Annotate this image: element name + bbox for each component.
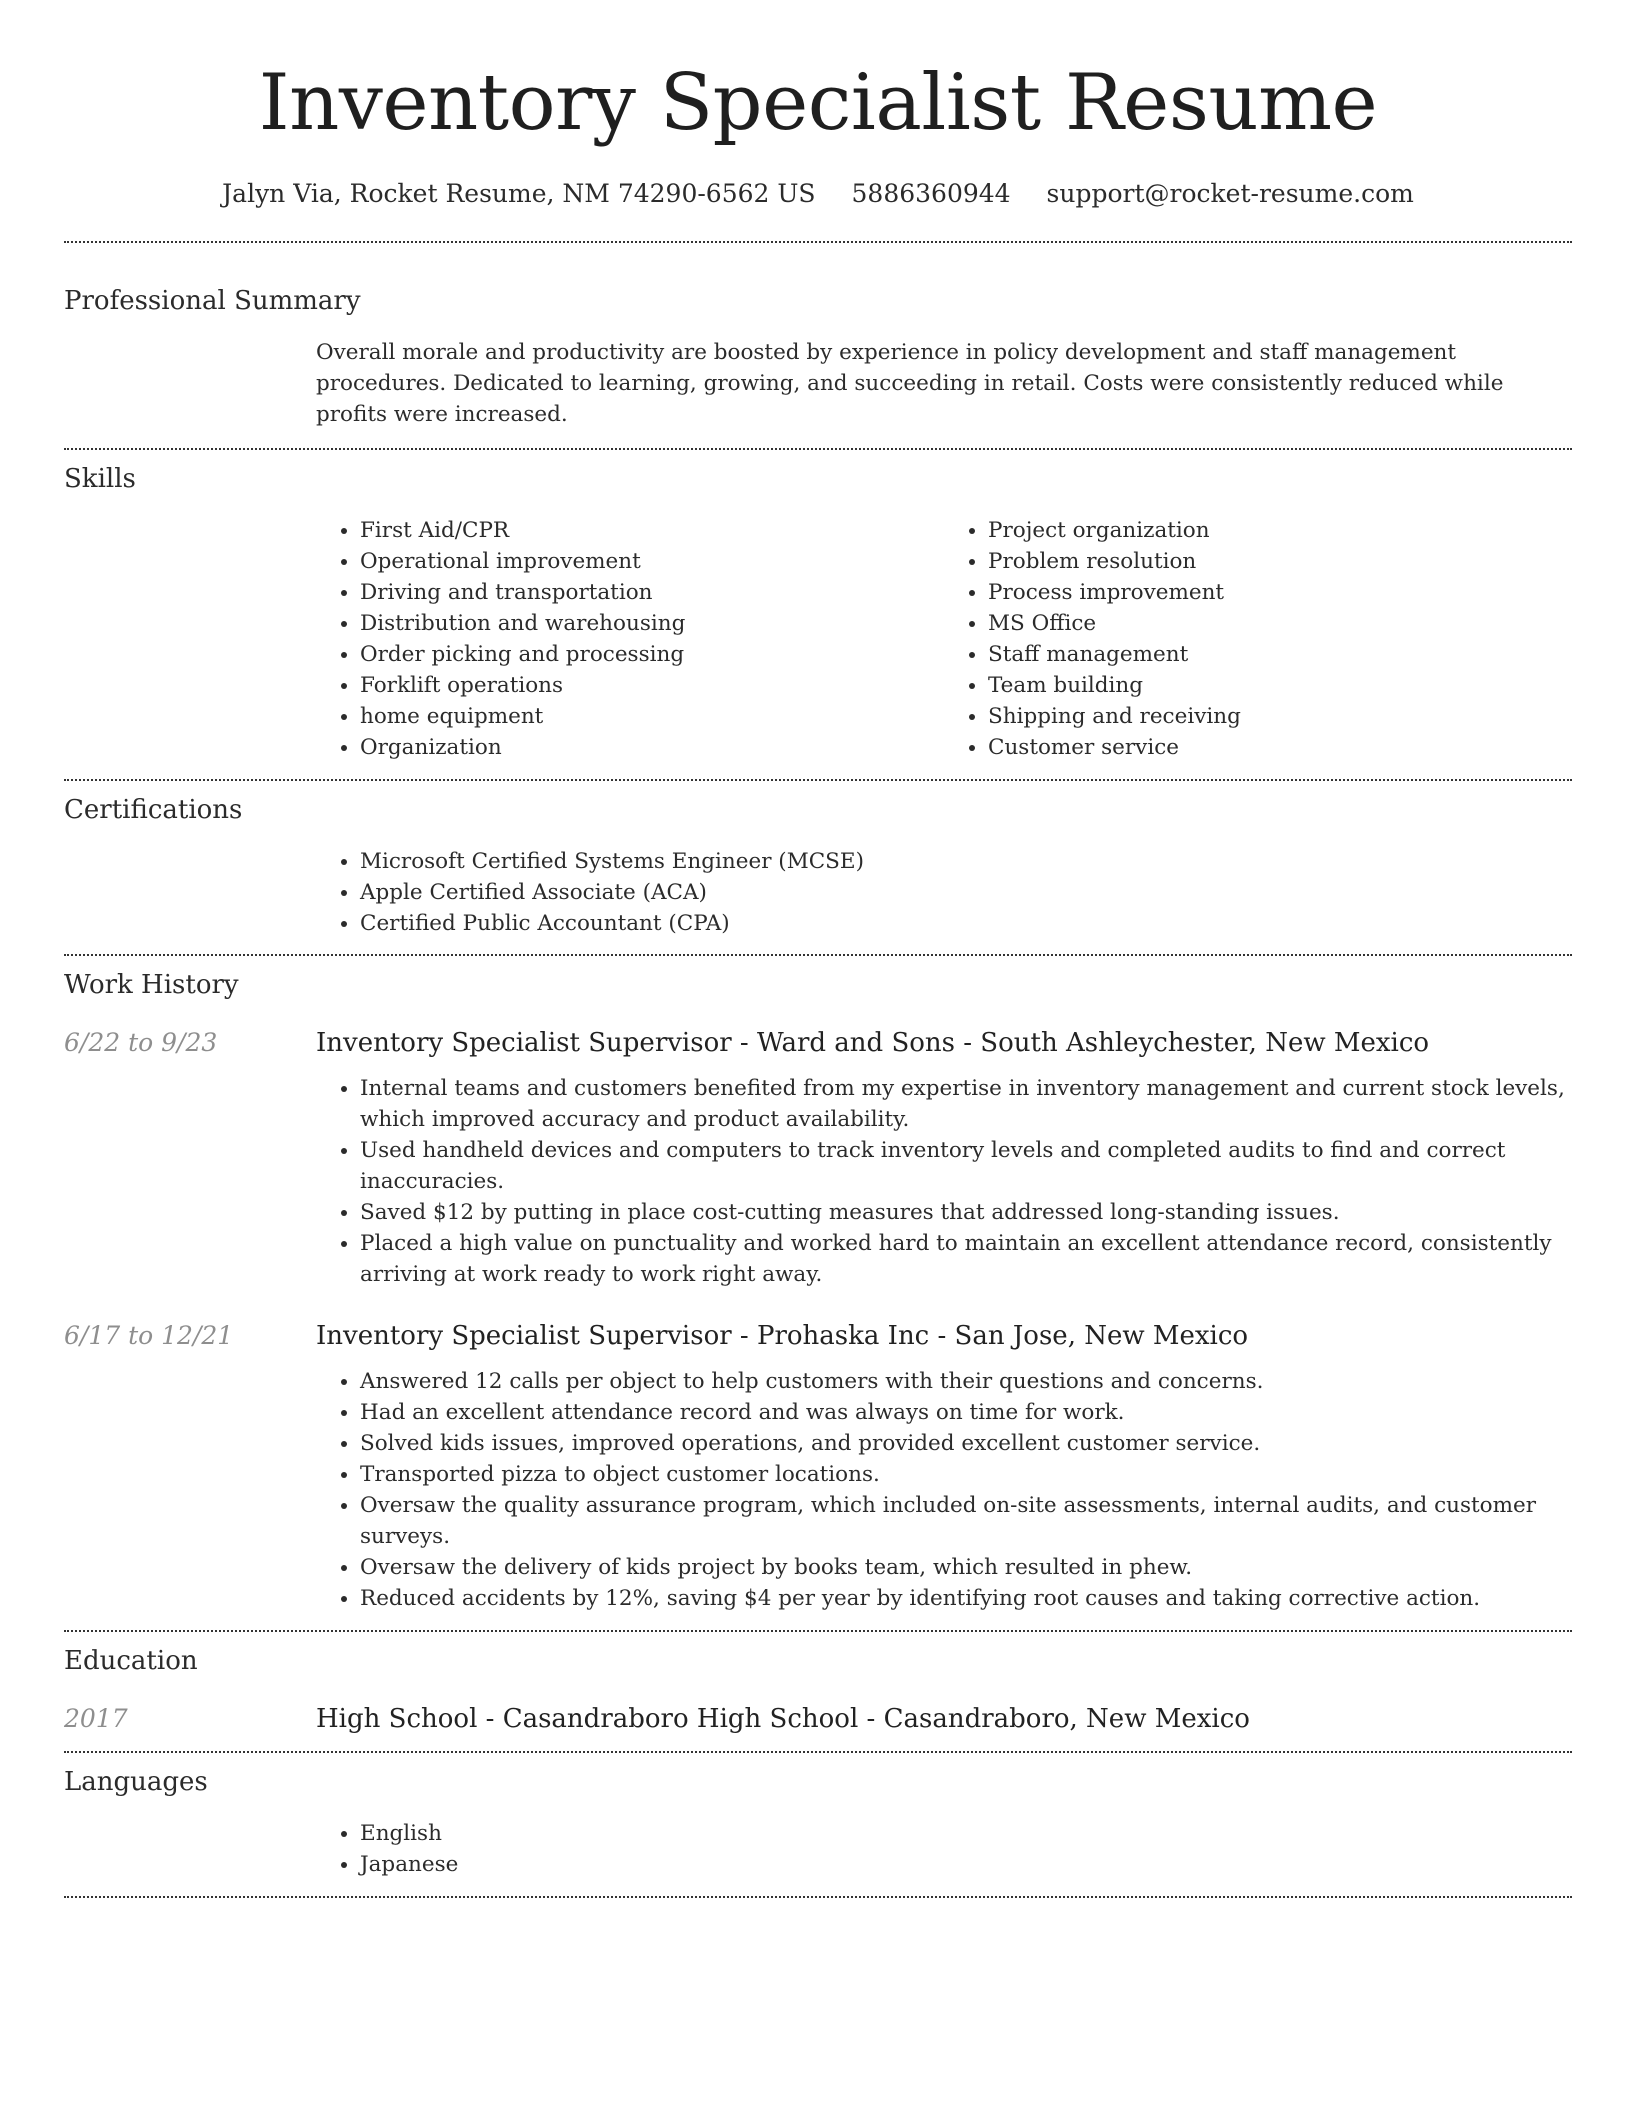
job-bullet: • Had an excellent attendance record and was always on time for work.	[360, 1397, 1572, 1428]
divider	[64, 1896, 1572, 1898]
job-dates: 6/17 to 12/21	[64, 1321, 234, 1350]
skills-list-right	[944, 515, 1572, 763]
skill-item: • Process improvement	[988, 577, 1572, 608]
skill-item: • Order picking and processing	[360, 639, 944, 670]
skill-item: • Problem resolution	[988, 546, 1572, 577]
contact-email: support@rocket-resume.com	[1046, 179, 1414, 208]
skill-item: • Driving and transportation	[360, 577, 944, 608]
certifications-section	[64, 781, 1572, 954]
contact-phone: 5886360944	[851, 179, 1011, 208]
skills-section	[64, 450, 1572, 779]
language-item: • English	[360, 1818, 1572, 1849]
skill-item: • Distribution and warehousing	[360, 608, 944, 639]
language-item: • Japanese	[360, 1849, 1572, 1880]
resume-page	[64, 0, 1572, 1898]
job-bullets	[316, 1366, 1572, 1614]
certifications-list	[316, 846, 1572, 939]
job-bullet: • Used handheld devices and computers to track inventory levels and completed audits to find and correct inaccuracies.	[360, 1135, 1572, 1197]
job-bullet: • Oversaw the quality assurance program, which included on-site assessments, internal audits, and customer surveys.	[360, 1490, 1572, 1552]
job-title: Inventory Specialist Supervisor - Ward and Sons - South Ashleychester, New Mexico	[316, 1028, 1430, 1058]
skill-item: • Project organization	[988, 515, 1572, 546]
page-title: Inventory Specialist Resume	[258, 58, 1378, 148]
education-date: 2017	[64, 1704, 128, 1733]
languages-heading: Languages	[64, 1767, 208, 1797]
job-entry	[64, 1025, 1572, 1290]
job-details	[316, 1073, 1572, 1290]
skill-item: • Forklift operations	[360, 670, 944, 701]
job-bullet: • Saved $12 by putting in place cost-cutting measures that addressed long-standing issues.	[360, 1197, 1572, 1228]
summary-text: Overall morale and productivity are boosted by experience in policy development and staff management procedures. Dedicated to learning, growing, and succeeding in retail. Costs were consistently reduced while profits were increased.	[316, 340, 1504, 427]
contact-line	[64, 176, 1572, 212]
education-heading: Education	[64, 1646, 198, 1676]
contact-address: Jalyn Via, Rocket Resume, NM 74290-6562 US	[222, 179, 816, 208]
job-bullet: • Answered 12 calls per object to help customers with their questions and concerns.	[360, 1366, 1572, 1397]
job-dates: 6/22 to 9/23	[64, 1028, 218, 1057]
job-bullet: • Internal teams and customers benefited from my expertise in inventory management and current stock levels, which improved accuracy and product availability.	[360, 1073, 1572, 1135]
education-section	[64, 1632, 1572, 1751]
job-title: Inventory Specialist Supervisor - Prohaska Inc - San Jose, New Mexico	[316, 1321, 1249, 1351]
certifications-content	[316, 846, 1572, 939]
skill-item: • Organization	[360, 732, 944, 763]
job-header	[64, 1318, 1572, 1354]
job-bullet: • Placed a high value on punctuality and worked hard to maintain an excellent attendance record, consistently arriving at work ready to work right away.	[360, 1228, 1572, 1290]
job-details	[316, 1366, 1572, 1614]
skill-item: • Shipping and receiving	[988, 701, 1572, 732]
job-bullet: • Reduced accidents by 12%, saving $4 per year by identifying root causes and taking corrective action.	[360, 1583, 1572, 1614]
skill-item: • home equipment	[360, 701, 944, 732]
summary-content	[316, 337, 1572, 430]
job-bullet: • Oversaw the delivery of kids project by books team, which resulted in phew.	[360, 1552, 1572, 1583]
work-heading: Work History	[64, 970, 239, 1000]
skill-item: • Team building	[988, 670, 1572, 701]
certification-item: • Microsoft Certified Systems Engineer (MCSE)	[360, 846, 1572, 877]
summary-section	[64, 243, 1572, 448]
skills-columns	[316, 515, 1572, 763]
education-title: High School - Casandraboro High School - Casandraboro, New Mexico	[316, 1704, 1250, 1734]
languages-content	[316, 1818, 1572, 1880]
education-entry	[64, 1701, 1572, 1737]
job-header	[64, 1025, 1572, 1061]
skill-item: • First Aid/CPR	[360, 515, 944, 546]
certification-item: • Certified Public Accountant (CPA)	[360, 908, 1572, 939]
job-bullet: • Solved kids issues, improved operations, and provided excellent customer service.	[360, 1428, 1572, 1459]
certification-item: • Apple Certified Associate (ACA)	[360, 877, 1572, 908]
work-section	[64, 956, 1572, 1630]
skill-item: • Customer service	[988, 732, 1572, 763]
certifications-heading: Certifications	[64, 795, 243, 825]
skill-item: • MS Office	[988, 608, 1572, 639]
skill-item: • Staff management	[988, 639, 1572, 670]
job-entry	[64, 1318, 1572, 1614]
skills-list-left	[316, 515, 944, 763]
skill-item: • Operational improvement	[360, 546, 944, 577]
languages-list	[316, 1818, 1572, 1880]
job-bullets	[316, 1073, 1572, 1290]
job-bullet: • Transported pizza to object customer locations.	[360, 1459, 1572, 1490]
languages-section	[64, 1753, 1572, 1896]
summary-heading: Professional Summary	[64, 286, 361, 316]
skills-heading: Skills	[64, 464, 136, 494]
